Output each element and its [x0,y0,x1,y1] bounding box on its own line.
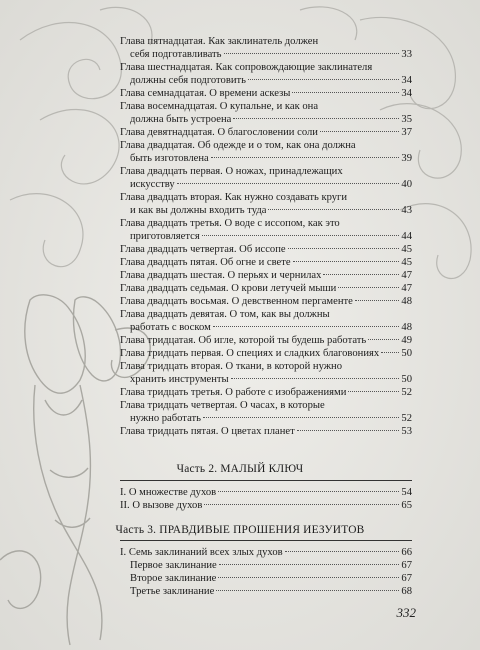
entry-title: Глава тридцатая. Об игле, которой ты будешь работать [120,335,367,346]
leader-dots [348,391,399,392]
entry-page: 35 [401,114,412,125]
entry-title: I. Семь заклинаний всех злых духов [120,547,283,558]
toc-entry[interactable] [120,334,412,347]
leader-dots [293,261,400,262]
toc-entry[interactable] [120,386,412,399]
page-number: 332 [396,605,416,620]
entry-page: 47 [401,270,412,281]
leader-dots [320,131,399,132]
entry-title: Глава двадцать вторая. Как нужно создавать круги [120,192,348,203]
toc-entry[interactable] [120,486,412,499]
entry-title: Глава двадцать шестая. О перьях и чернилах [120,270,322,281]
leader-dots [292,92,399,93]
entry-title: искусству [130,179,175,190]
toc-entry[interactable] [120,165,412,191]
entry-title: Глава двадцать четвертая. Об иссопе [120,244,286,255]
leader-dots [224,53,400,54]
leader-dots [211,157,400,158]
entry-title: Глава тридцать пятая. О цветах планет [120,426,295,437]
entry-title: Глава двадцать восьмая. О девственном пергаменте [120,296,353,307]
entry-title: должна быть устроена [130,114,232,125]
entry-title: Глава семнадцатая. О времени аскезы [120,88,291,99]
toc-entry[interactable] [120,295,412,308]
leader-dots [288,248,400,249]
entry-title: Глава тридцать четвертая. О часах, в которые [120,400,325,411]
leader-dots [248,79,399,80]
toc-entry[interactable] [120,282,412,295]
entry-page: 66 [401,547,412,558]
entry-title: Глава двадцать девятая. О том, как вы должны [120,309,330,320]
leader-dots [297,430,400,431]
entry-title: Глава двадцать первая. О ножах, принадлежащих [120,166,343,177]
leader-dots [268,209,399,210]
entry-page: 39 [401,153,412,164]
entry-page: 37 [401,127,412,138]
part3-rule [120,540,412,541]
toc-entry[interactable] [120,139,412,165]
leader-dots [213,326,400,327]
toc-entry[interactable] [120,100,412,126]
leader-dots [177,183,400,184]
entry-page: 68 [401,586,412,597]
toc-entry[interactable] [120,191,412,217]
entry-page: 49 [401,335,412,346]
toc-entry[interactable] [120,347,412,360]
entry-title: Глава тридцать вторая. О ткани, в которой нужно [120,361,343,372]
entry-title: себя подготавливать [130,49,222,60]
entry-page: 53 [401,426,412,437]
leader-dots [233,118,399,119]
entry-title: приготовляется [130,231,200,242]
entry-title: Глава пятнадцатая. Как заклинатель должен [120,36,319,47]
leader-dots [219,564,400,565]
entry-title: Второе заклинание [130,573,217,584]
entry-page: 65 [401,500,412,511]
toc-entry[interactable] [120,269,412,282]
entry-title: нужно работать [130,413,201,424]
leader-dots [355,300,400,301]
toc-entry[interactable] [120,243,412,256]
entry-page: 50 [401,374,412,385]
part2-rule [120,480,412,481]
toc-entry[interactable] [120,217,412,243]
entry-title: работать с воском [130,322,211,333]
toc-entry[interactable] [120,61,412,87]
entry-title: Первое заклинание [130,560,217,571]
toc-entry[interactable] [120,308,412,334]
entry-page: 48 [401,296,412,307]
toc-entry[interactable] [120,35,412,61]
toc-entry[interactable] [120,360,412,386]
toc-entry[interactable] [120,499,412,512]
entry-page: 47 [401,283,412,294]
entry-title: Глава двадцать седьмая. О крови летучей мыши [120,283,337,294]
entry-title: Третье заклинание [130,586,215,597]
leader-dots [381,352,399,353]
toc-entry[interactable] [120,399,412,425]
leader-dots [216,590,399,591]
toc-subentry[interactable] [130,572,412,585]
entry-title: Глава девятнадцатая. О благословении соли [120,127,318,138]
toc-subentry[interactable] [130,559,412,572]
entry-title: Глава тридцать первая. О специях и сладких благовониях [120,348,380,359]
entry-title: Глава восемнадцатая. О купальне, и как она [120,101,319,112]
toc-entry[interactable] [120,425,412,438]
entry-page: 50 [401,348,412,359]
leader-dots [204,504,399,505]
entry-title: II. О вызове духов [120,500,203,511]
entry-title: Глава двадцать пятая. Об огне и свете [120,257,291,268]
leader-dots [203,417,399,418]
entry-page: 33 [401,49,412,60]
leader-dots [218,577,399,578]
entry-page: 67 [401,560,412,571]
entry-page: 43 [401,205,412,216]
toc-entry[interactable] [120,87,412,100]
entry-title: Глава тридцать третья. О работе с изображениями [120,387,347,398]
entry-title: I. О множестве духов [120,487,217,498]
leader-dots [218,491,399,492]
toc-subentry[interactable] [130,585,412,598]
leader-dots [285,551,400,552]
entry-page: 54 [401,487,412,498]
toc-entry[interactable] [120,126,412,139]
entry-title: хранить инструменты [130,374,229,385]
entry-page: 40 [401,179,412,190]
entry-page: 52 [401,387,412,398]
entry-title: должны себя подготовить [130,75,246,86]
leader-dots [231,378,400,379]
entry-title: Глава шестнадцатая. Как сопровождающие заклинателя [120,62,373,73]
entry-page: 34 [401,88,412,99]
leader-dots [338,287,399,288]
entry-title: Глава двадцать третья. О воде с иссопом, как это [120,218,340,229]
entry-page: 67 [401,573,412,584]
entry-page: 44 [401,231,412,242]
leader-dots [368,339,399,340]
toc-entry[interactable] [120,256,412,269]
part2-title: Часть 2. МАЛЫЙ КЛЮЧ [176,463,304,475]
entry-page: 34 [401,75,412,86]
leader-dots [202,235,400,236]
leader-dots [323,274,399,275]
entry-title: и как вы должны входить туда [130,205,267,216]
toc-entry[interactable] [120,546,412,559]
entry-title: Глава двадцатая. Об одежде и о том, как она должна [120,140,356,151]
entry-page: 48 [401,322,412,333]
entry-title: быть изготовлена [130,153,209,164]
entry-page: 52 [401,413,412,424]
entry-page: 45 [401,257,412,268]
entry-page: 45 [401,244,412,255]
part3-title: Часть 3. ПРАВДИВЫЕ ПРОШЕНИЯ ИЕЗУИТОВ [115,524,365,536]
